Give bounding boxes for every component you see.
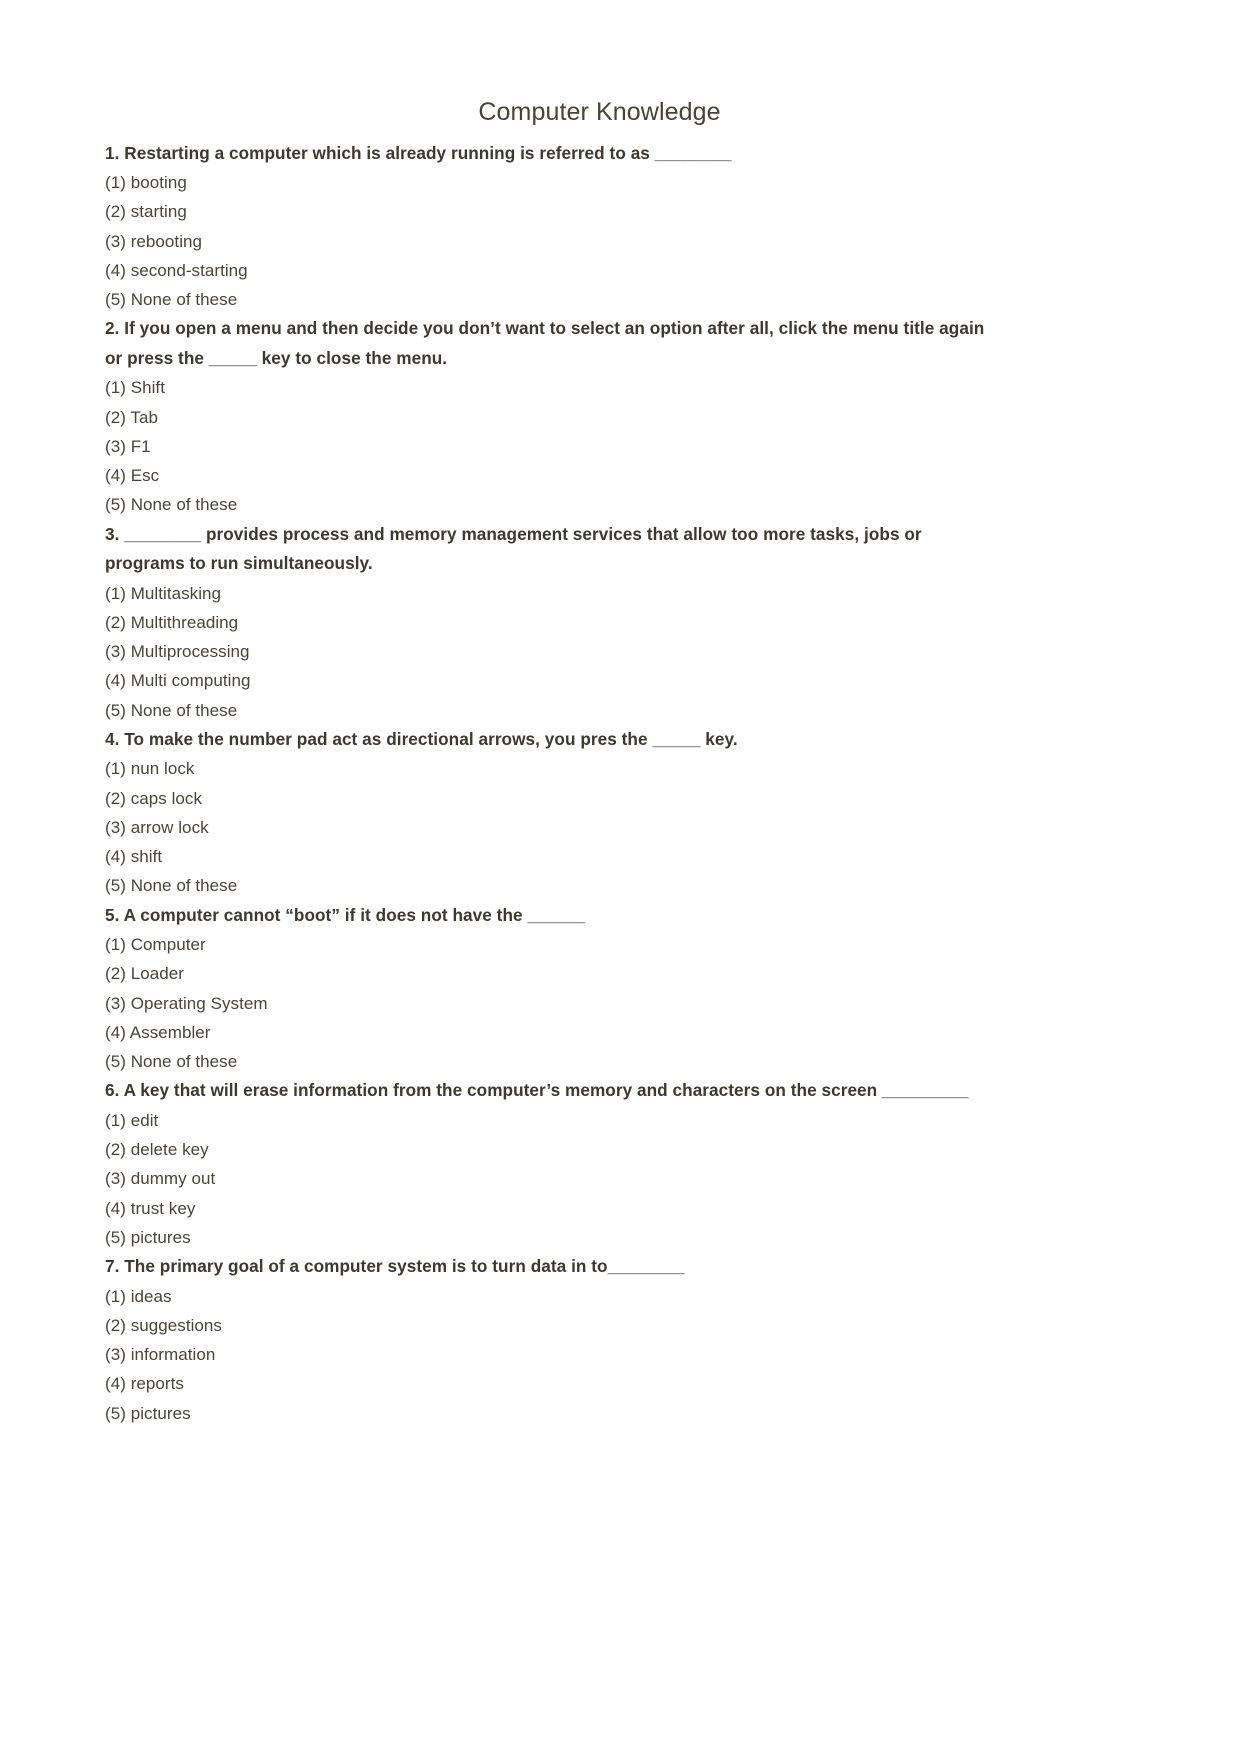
question-block (105, 1076, 1122, 1252)
question-block (105, 314, 1122, 519)
question-text: 4. To make the number pad act as directional arrows, you pres the _____ key. (105, 728, 738, 749)
option-item[interactable]: (4) second-starting (105, 260, 248, 280)
option-item[interactable]: (5) None of these (105, 495, 238, 515)
option-item[interactable]: (5) None of these (105, 290, 238, 310)
option-item[interactable]: (3) Multiprocessing (105, 642, 250, 662)
option-item[interactable]: (1) Multitasking (105, 583, 222, 603)
option-item[interactable]: (1) booting (105, 173, 187, 193)
question-block (105, 725, 1122, 901)
question-text: 7. The primary goal of a computer system is to turn data in to________ (105, 1256, 685, 1277)
option-item[interactable]: (4) Multi computing (105, 671, 251, 691)
option-item[interactable]: (4) shift (105, 847, 163, 867)
option-item[interactable]: (4) reports (105, 1374, 184, 1394)
question-text: 5. A computer cannot “boot” if it does not have the ______ (105, 904, 586, 925)
question-block (105, 139, 1122, 315)
question-text: 3. ________ provides process and memory management services that allow too more tasks, jobs or programs to run simultaneously. (105, 523, 922, 574)
option-item[interactable]: (3) Operating System (105, 993, 268, 1013)
option-item[interactable]: (5) pictures (105, 1403, 191, 1423)
option-item[interactable]: (3) information (105, 1345, 216, 1365)
option-item[interactable]: (3) F1 (105, 436, 151, 456)
option-item[interactable]: (2) Loader (105, 964, 184, 984)
option-item[interactable]: (4) Assembler (105, 1022, 211, 1042)
question-block (105, 1252, 1122, 1428)
option-item[interactable]: (5) pictures (105, 1227, 191, 1247)
option-item[interactable]: (3) arrow lock (105, 817, 209, 837)
option-item[interactable]: (2) Multithreading (105, 612, 239, 632)
option-item[interactable]: (3) dummy out (105, 1169, 216, 1189)
option-item[interactable]: (3) rebooting (105, 231, 203, 251)
question-text: 2. If you open a menu and then decide you don’t want to select an option after all, click the menu title again or press the _____ key to close the menu. (105, 318, 985, 368)
option-item[interactable]: (5) None of these (105, 700, 238, 720)
question-text: 1. Restarting a computer which is already running is referred to as ________ (105, 142, 732, 163)
option-item[interactable]: (5) None of these (105, 1052, 238, 1072)
option-item[interactable]: (1) Shift (105, 378, 165, 398)
question-block (105, 901, 1122, 1077)
option-item[interactable]: (1) edit (105, 1110, 159, 1130)
option-item[interactable]: (2) starting (105, 202, 187, 222)
option-item[interactable]: (2) suggestions (105, 1315, 222, 1335)
option-item[interactable]: (1) nun lock (105, 759, 195, 779)
option-item[interactable]: (2) Tab (105, 407, 158, 427)
option-item[interactable]: (1) Computer (105, 935, 206, 955)
option-item[interactable]: (4) trust key (105, 1198, 196, 1218)
option-item[interactable]: (5) None of these (105, 876, 238, 896)
option-item[interactable]: (4) Esc (105, 466, 160, 486)
question-text: 6. A key that will erase information from the computer’s memory and characters on the screen _________ (105, 1080, 969, 1101)
question-block (105, 520, 1122, 725)
option-item[interactable]: (2) caps lock (105, 788, 203, 808)
option-item[interactable]: (2) delete key (105, 1140, 209, 1160)
option-item[interactable]: (1) ideas (105, 1286, 172, 1306)
page-title: Computer Knowledge (478, 98, 721, 126)
